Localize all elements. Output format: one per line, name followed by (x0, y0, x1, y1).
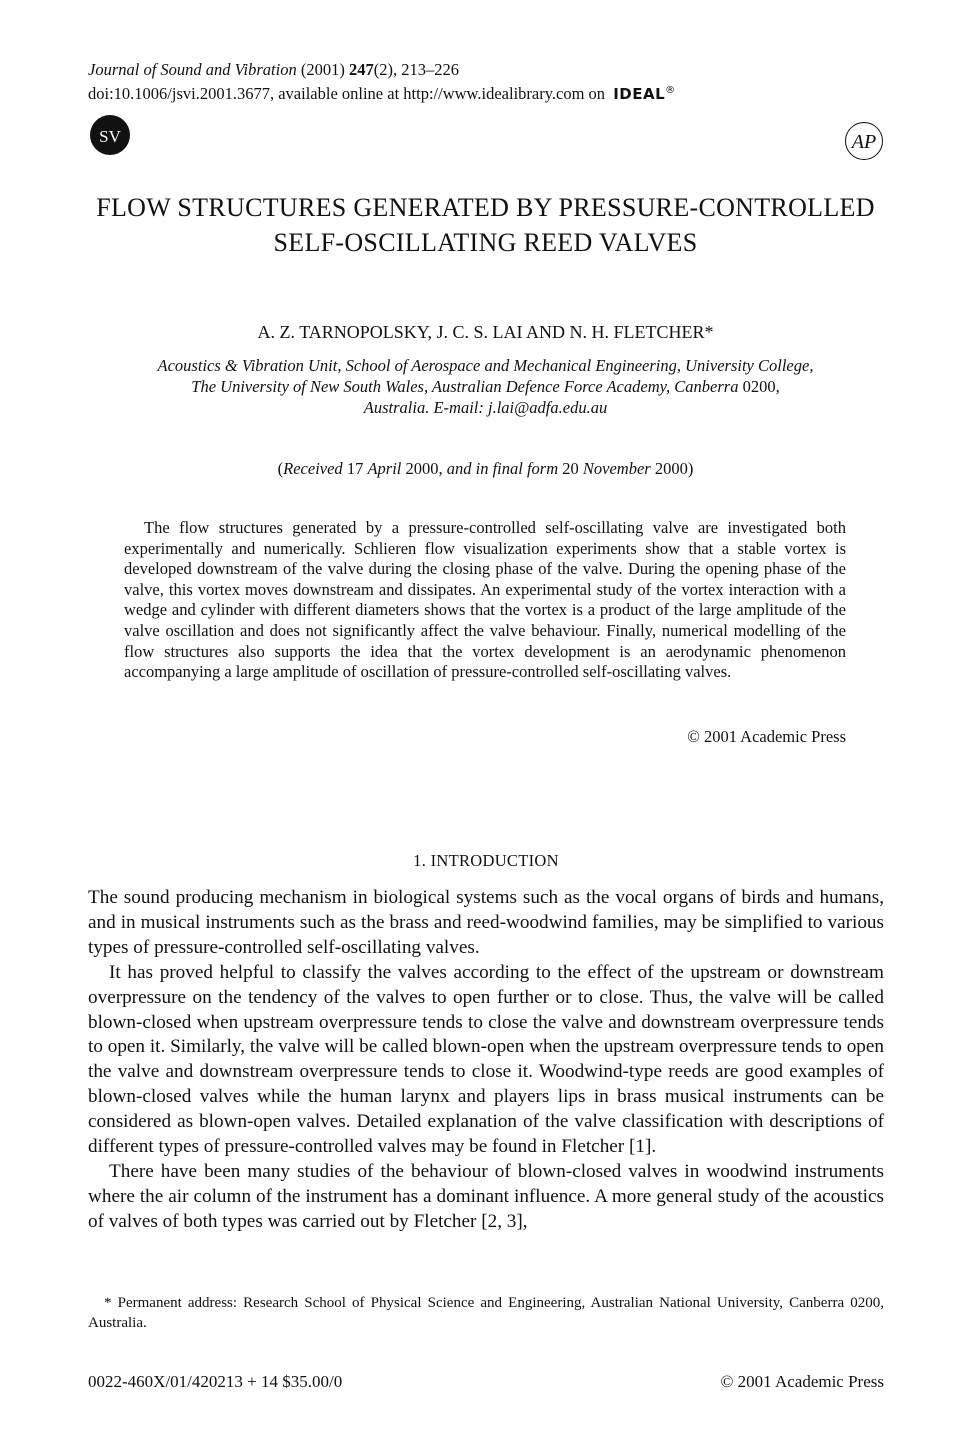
footer-code: 0022-460X/01/420213 + 14 $35.00/0 (88, 1372, 343, 1391)
journal-issue-pages: (2), 213–226 (373, 60, 459, 79)
paper-title: FLOW STRUCTURES GENERATED BY PRESSURE-CONTROLLED SELF-OSCILLATING REED VALVES (96, 193, 875, 257)
abstract: The flow structures generated by a pressure-controlled self-oscillating valve are investigated both experimentally and numerically. Schlieren flow visualization experiments show that a stable vortex is developed downstream of the valve during the closing phase of the valve. During the opening phase of the valve, this vortex moves downstream and dissipates. An experimental study of the vortex interaction with a wedge and cylinder with different diameters shows that the vortex is a product of the large amplitude of the valve oscillation and does not significantly affect the valve behaviour. Finally, numerical modelling of the flow structures also supports the idea that the vortex development is an aerodynamic phenomenon accompanying a large amplitude of oscillation of pressure-controlled self-oscillating valves. (124, 518, 846, 682)
received-dates: (Received 17 April 2000, and in final form 20 November 2000) (277, 459, 694, 478)
affiliation-line-2: The University of New South Wales, Australian Defence Force Academy, Canberra 0200, (191, 377, 780, 396)
journal-year: (2001) (300, 60, 345, 79)
sv-publisher-logo: SV (90, 115, 130, 155)
body-paragraph: It has proved helpful to classify the valves according to the effect of the upstream or downstream overpressure on the tendency of the valves to open further or to close. Thus, the valve will be called blown-closed when upstream overpressure tends to close the valve and downstream overpressure tends to open it. Similarly, the valve will be called blown-open when the upstream overpressure tends to open the valve and downstream overpressure tends to close it. Woodwind-type reeds are good examples of blown-closed valves while the human larynx and players lips in brass musical instruments can be considered as blown-open valves. Detailed explanation of the valve classification with descriptions of different types of pressure-controlled valves may be found in Fletcher [1]. (88, 961, 884, 1158)
doi-text: doi:10.1006/jsvi.2001.3677, available online at http://www.idealibrary.com on (88, 84, 606, 103)
footer-copyright: © 2001 Academic Press (720, 1372, 884, 1391)
body-text (88, 886, 884, 1235)
body-paragraph: The sound producing mechanism in biological systems such as the vocal organs of birds and humans, and in musical instruments such as the brass and reed-woodwind families, may be simplified to various types of pressure-controlled self-oscillating valves. (88, 887, 884, 958)
journal-name: Journal of Sound and Vibration (88, 60, 297, 79)
section-heading: 1. INTRODUCTION (413, 851, 559, 870)
author-list: A. Z. TARNOPOLSKY, J. C. S. LAI AND N. H. FLETCHER* (257, 322, 714, 342)
body-paragraph: There have been many studies of the behaviour of blown-closed valves in woodwind instruments where the air column of the instrument has a dominant influence. A more general study of the acoustics of valves of both types was carried out by Fletcher [2, 3], (88, 1160, 884, 1232)
affiliation-line-1: Acoustics & Vibration Unit, School of Aerospace and Mechanical Engineering, University College, (157, 356, 814, 375)
abstract-copyright: © 2001 Academic Press (687, 727, 846, 746)
footnote: * Permanent address: Research School of Physical Science and Engineering, Australian National University, Canberra 0200, Australia. (88, 1295, 884, 1331)
journal-citation (88, 59, 459, 80)
ideal-logo: IDEAL® (613, 85, 676, 103)
affiliation (90, 355, 881, 418)
doi-line (88, 80, 676, 105)
ap-publisher-logo: AP (845, 122, 883, 160)
journal-volume: 247 (348, 60, 374, 79)
affiliation-line-3: Australia. E-mail: j.lai@adfa.edu.au (363, 398, 608, 417)
